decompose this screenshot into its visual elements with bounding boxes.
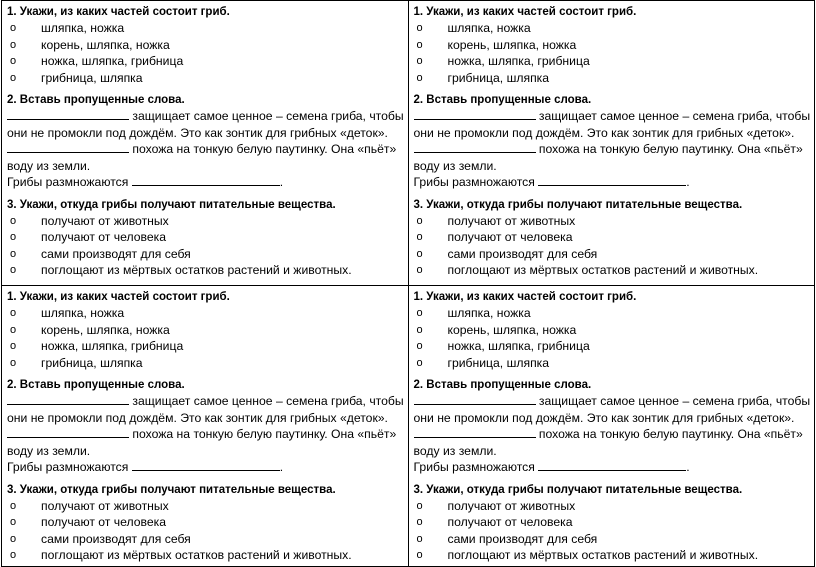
question-2-title: 2. Вставь пропущенные слова. [7, 94, 185, 106]
option-label: получают от человека [447, 515, 573, 529]
circle-bullet-icon: o [416, 264, 423, 276]
blank-answer-line[interactable] [414, 141, 536, 153]
circle-bullet-icon: o [10, 22, 17, 34]
question-1-title: 1. Укажи, из каких частей состоит гриб. [413, 6, 637, 18]
quiz-content [2, 1, 408, 279]
option-label: сами производят для себя [447, 246, 598, 261]
option-label: шляпка, ножка [447, 306, 531, 320]
q3-option[interactable] [7, 246, 404, 263]
q3-option[interactable] [414, 262, 811, 279]
option-label: ножка, шляпка, грибница [447, 54, 590, 68]
quiz-content [409, 1, 815, 279]
q3-option[interactable] [7, 514, 404, 531]
q1-option[interactable] [414, 70, 811, 87]
circle-bullet-icon: o [416, 323, 423, 336]
option-label: грибница, шляпка [41, 355, 143, 370]
q1-option[interactable] [414, 53, 811, 70]
option-label: получают от человека [41, 230, 167, 244]
q3-option[interactable] [7, 262, 404, 279]
fill-in-line [7, 459, 404, 476]
option-label: получают от животных [41, 498, 169, 513]
circle-bullet-icon: o [10, 247, 17, 260]
q1-option[interactable] [414, 20, 811, 37]
option-label: получают от животных [447, 213, 576, 228]
option-label: шляпка, ножка [41, 306, 125, 320]
quiz-content [2, 286, 408, 564]
q3-option[interactable] [7, 531, 404, 548]
circle-bullet-icon: o [416, 307, 423, 319]
fill-text: воду из земли. [413, 443, 497, 458]
quiz-card-top-right [408, 1, 815, 286]
circle-bullet-icon: o [416, 22, 423, 34]
fill-text: похожа на тонкую белую паутинку. Она «пьёт» [538, 427, 803, 441]
blank-answer-line[interactable] [538, 174, 686, 186]
fill-text: воду из земли. [7, 158, 91, 173]
question-2-title: 2. Вставь пропущенные слова. [413, 94, 592, 106]
circle-bullet-icon: o [10, 307, 17, 319]
q3-option[interactable] [414, 531, 811, 548]
question-3-title: 3. Укажи, откуда грибы получают питательные вещества. [7, 198, 336, 211]
quiz-card-top-left [2, 1, 409, 286]
option-label: корень, шляпка, ножка [41, 37, 170, 52]
circle-bullet-icon: o [416, 532, 423, 545]
circle-bullet-icon: o [10, 340, 17, 352]
question-1-title: 1. Укажи, из каких частей состоит гриб. [413, 291, 637, 303]
q1-option[interactable] [414, 355, 811, 372]
fill-in-line [7, 108, 404, 125]
option-label: поглощают из мёртвых остатков растений и животных. [447, 263, 759, 277]
q3-option[interactable] [414, 213, 811, 230]
blank-answer-line[interactable] [7, 426, 129, 438]
circle-bullet-icon: o [416, 499, 423, 512]
fill-text-end: . [686, 175, 690, 189]
fill-in-line [414, 459, 811, 476]
fill-text: защищает самое ценное – семена гриба, чтобы [538, 109, 811, 123]
circle-bullet-icon: o [416, 549, 423, 561]
option-label: грибница, шляпка [447, 355, 550, 370]
fill-text: похожа на тонкую белую паутинку. Она «пьёт» [538, 142, 803, 156]
option-label: шляпка, ножка [41, 21, 125, 35]
quiz-card-bottom-right [408, 286, 815, 567]
fill-in-line [7, 393, 404, 410]
circle-bullet-icon: o [10, 38, 17, 51]
option-label: сами производят для себя [41, 246, 191, 261]
fill-in-line [7, 426, 404, 443]
circle-bullet-icon: o [10, 499, 17, 512]
fill-in-line [414, 393, 811, 410]
option-label: сами производят для себя [41, 531, 191, 546]
option-label: сами производят для себя [447, 531, 598, 546]
q1-option[interactable] [7, 322, 404, 339]
blank-answer-line[interactable] [414, 108, 536, 120]
fill-in-line [414, 426, 811, 443]
fill-text: воду из земли. [413, 158, 497, 173]
circle-bullet-icon: o [10, 516, 17, 528]
fill-in-line [7, 174, 404, 191]
question-3-title: 3. Укажи, откуда грибы получают питательные вещества. [7, 483, 336, 496]
circle-bullet-icon: o [10, 549, 17, 561]
quiz-card-bottom-left [2, 286, 409, 567]
q3-option[interactable] [414, 547, 811, 564]
quiz-content [409, 286, 815, 564]
q1-option[interactable] [7, 53, 404, 70]
fill-text: Грибы размножаются [413, 175, 535, 189]
fill-text: похожа на тонкую белую паутинку. Она «пьёт» [132, 427, 397, 441]
q1-option[interactable] [7, 338, 404, 355]
q1-option[interactable] [414, 37, 811, 54]
question-2-title: 2. Вставь пропущенные слова. [7, 379, 185, 391]
option-label: получают от человека [41, 515, 167, 529]
circle-bullet-icon: o [416, 356, 423, 369]
blank-answer-line[interactable] [132, 459, 280, 471]
fill-text: Грибы размножаются [7, 175, 129, 189]
option-label: получают от человека [447, 230, 573, 244]
fill-text: воду из земли. [7, 443, 91, 458]
fill-in-line [414, 174, 811, 191]
option-label: грибница, шляпка [447, 70, 550, 85]
q1-option[interactable] [414, 322, 811, 339]
q3-option[interactable] [7, 229, 404, 246]
fill-text: Грибы размножаются [7, 460, 129, 474]
question-3-title: 3. Укажи, откуда грибы получают питательные вещества. [413, 483, 743, 496]
blank-answer-line[interactable] [7, 393, 129, 405]
q3-option[interactable] [414, 514, 811, 531]
blank-answer-line[interactable] [414, 426, 536, 438]
circle-bullet-icon: o [416, 71, 423, 84]
option-label: грибница, шляпка [41, 70, 143, 85]
fill-in-line [7, 141, 404, 158]
fill-text: они не промокли под дождём. Это как зонтик для грибных «деток». [413, 410, 795, 425]
option-label: поглощают из мёртвых остатков растений и животных. [41, 263, 352, 277]
option-label: корень, шляпка, ножка [447, 322, 577, 337]
q3-option[interactable] [414, 229, 811, 246]
circle-bullet-icon: o [10, 532, 17, 545]
circle-bullet-icon: o [416, 516, 423, 528]
option-label: получают от животных [447, 498, 576, 513]
fill-text: защищает самое ценное – семена гриба, чтобы [132, 394, 404, 408]
fill-text: они не промокли под дождём. Это как зонтик для грибных «деток». [7, 410, 388, 425]
option-label: корень, шляпка, ножка [447, 37, 577, 52]
q1-option[interactable] [7, 20, 404, 37]
circle-bullet-icon: o [10, 356, 17, 369]
fill-text: они не промокли под дождём. Это как зонтик для грибных «деток». [7, 125, 388, 140]
circle-bullet-icon: o [10, 231, 17, 243]
option-label: поглощают из мёртвых остатков растений и животных. [41, 548, 352, 562]
blank-answer-line[interactable] [7, 141, 129, 153]
question-1-title: 1. Укажи, из каких частей состоит гриб. [7, 6, 230, 18]
option-label: ножка, шляпка, грибница [41, 54, 184, 68]
option-label: ножка, шляпка, грибница [447, 339, 590, 353]
blank-answer-line[interactable] [132, 174, 280, 186]
fill-text-end: . [279, 175, 284, 189]
circle-bullet-icon: o [416, 38, 423, 51]
q1-option[interactable] [7, 70, 404, 87]
option-label: получают от животных [41, 213, 169, 228]
circle-bullet-icon: o [416, 340, 423, 352]
question-3-title: 3. Укажи, откуда грибы получают питательные вещества. [413, 198, 743, 211]
fill-text: защищает самое ценное – семена гриба, чтобы [132, 109, 404, 123]
circle-bullet-icon: o [416, 214, 423, 227]
fill-text-end: . [686, 460, 690, 474]
worksheet-grid [1, 0, 815, 567]
fill-text: похожа на тонкую белую паутинку. Она «пьёт» [132, 142, 397, 156]
circle-bullet-icon: o [416, 231, 423, 243]
circle-bullet-icon: o [10, 323, 17, 336]
q1-option[interactable] [7, 37, 404, 54]
circle-bullet-icon: o [416, 55, 423, 67]
fill-in-line [414, 108, 811, 125]
option-label: шляпка, ножка [447, 21, 531, 35]
q1-option[interactable] [7, 355, 404, 372]
question-2-title: 2. Вставь пропущенные слова. [413, 379, 592, 391]
q3-option[interactable] [7, 213, 404, 230]
blank-answer-line[interactable] [414, 393, 536, 405]
fill-in-line [414, 141, 811, 158]
q3-option[interactable] [7, 498, 404, 515]
question-1-title: 1. Укажи, из каких частей состоит гриб. [7, 291, 230, 303]
q3-option[interactable] [414, 246, 811, 263]
fill-text-end: . [279, 460, 284, 474]
option-label: корень, шляпка, ножка [41, 322, 170, 337]
q1-option[interactable] [414, 338, 811, 355]
q1-option[interactable] [7, 305, 404, 322]
option-label: поглощают из мёртвых остатков растений и животных. [447, 548, 759, 562]
option-label: ножка, шляпка, грибница [41, 339, 184, 353]
q1-option[interactable] [414, 305, 811, 322]
circle-bullet-icon: o [10, 71, 17, 84]
fill-text: защищает самое ценное – семена гриба, чтобы [538, 394, 811, 408]
q3-option[interactable] [414, 498, 811, 515]
circle-bullet-icon: o [10, 214, 17, 227]
blank-answer-line[interactable] [7, 108, 129, 120]
circle-bullet-icon: o [10, 264, 17, 276]
fill-text: Грибы размножаются [413, 460, 535, 474]
blank-answer-line[interactable] [538, 459, 686, 471]
circle-bullet-icon: o [10, 55, 17, 67]
circle-bullet-icon: o [416, 247, 423, 260]
q3-option[interactable] [7, 547, 404, 564]
fill-text: они не промокли под дождём. Это как зонтик для грибных «деток». [413, 125, 795, 140]
